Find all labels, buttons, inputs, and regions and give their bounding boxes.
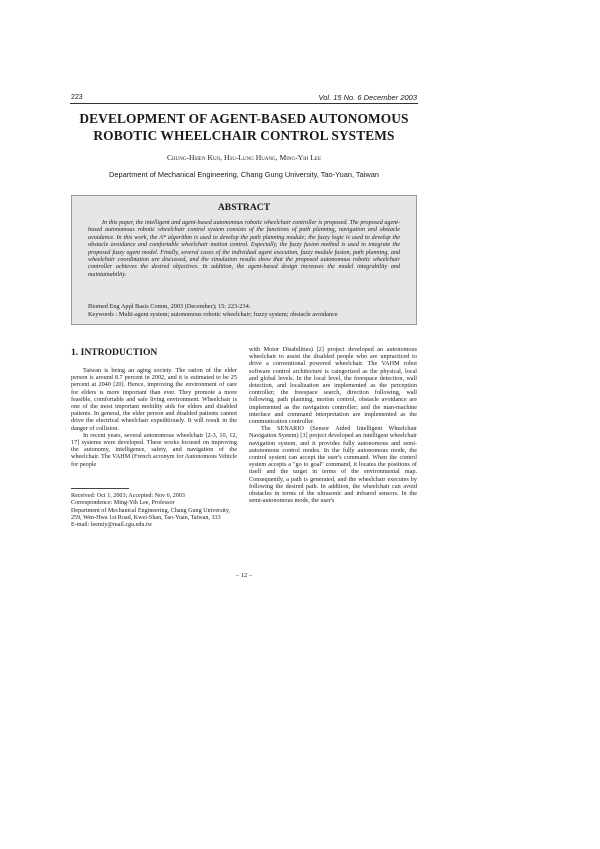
intro-paragraph-3: The SENARIO (Sensor Aided Intelligent Wheelchair Navigation System) [3] project developed an intelligent wheelchair navigation system, and it provides fully autonomous and semi-autonomous control modes. In the fully autonomous mode, the control system can accept the user's command. When the control system accepts a "go to goal" command, it locates the positions of itself and the target in terms of the environmental map. Consequently, a path is generated, and the wheelchair executes by following the desired path. In addition, the wheelchair can avoid obstacles in terms of the ultrasonic and infrared sensors. In the semi-autonomous mode, the user's [249,425,417,505]
footnote-correspondence: Correspondence: Ming-Yih Lee, Professor [71,500,175,507]
keywords: Keywords : Multi-agent system; autonomous robotic wheelchair; fuzzy system; obstacle avoidance [88,311,338,318]
footnote-rule [71,488,129,489]
citation: Biomed Eng Appl Basis Comm, 2003 (December); 15: 223-234. [88,303,251,310]
intro-continuation: with Motor Disabilities) [2] project developed an autonomous wheelchair to assist the disabled people who are unpracticed to drive a conventional powered wheelchair. The VAHM robot software control architecture is categorized as the physical, local and global levels. In the local level, the freespace detection, wall detection, and localization are implemented as the perception controller; the freespace search, direction following, wall following, path planning, motion control, obstacle avoidance are implemented as the navigation controller; and the man-machine interface and command interpretation are implemented as the communication controller. [249,346,417,426]
section-heading-introduction: 1. INTRODUCTION [71,347,158,358]
footnote-email: E-mail: leemiy@mail.cgu.edu.tw [71,522,153,529]
abstract-text: In this paper, the intelligent and agent-based autonomous robotic wheelchair controller is proposed. The proposed agent-based autonomous robotic wheelchair control system consists of the functions of path planning, navigation and obstacle avoidance. In this work, the A* algorithm is used to develop the path planning module; the fuzzy logic is used to develop the obstacle avoidance and comfortable wheelchair motion control. Especially, the fuzzy fusion method is used to integrate the proposed fuzzy agent model. Finally, several cases of the individual agent execution, fuzzy module fusion, path planning, and wheelchair coordination are discussed, and the simulation results show that the proposed autonomous robotic wheelchair controller achieves the desired objectives. In addition, the agent-based design increases the model integrability and maintainability. [88,220,400,278]
paper-title [70,110,418,144]
journal-issue: Vol. 15 No. 6 December 2003 [318,93,417,102]
abstract-heading: ABSTRACT [217,202,271,213]
footnote-received: Received: Oct 1, 2003; Accepted: Nov 6, 2003 [71,493,185,499]
page-footer: – 12 – [235,572,253,579]
title-line-1: DEVELOPMENT OF AGENT-BASED AUTONOMOUS [79,111,409,126]
affiliation: Department of Mechanical Engineering, Chang Gung University, Tao-Yuan, Taiwan [109,170,379,179]
page-number: 223 [71,94,83,101]
author-list: Chung-Hsien Kuo, Hsu-Lung Huang, Ming-Yih Lee [166,153,322,162]
intro-paragraph-1: Taiwan is being an aging society. The ration of the elder person is around 8.7 percent in 2002, and it is estimated to be 25 percent at 2040 [20]. Hence, improving the environment of care for elders is more important than ever. They promote a more feasible, comfortable and safe living environment. Wheelchair is one of the most important mobility aids for elders and disabled patients. In general, the elder person and disabled patients cannot drive the electrical wheelchair expeditiously. It will result in the danger of collision. [71,367,237,432]
footnote-address: Department of Mechanical Engineering, Chang Gung University, 259, Wen-Hwa 1st Road, Kwei-Shan, Tao-Yuan, Taiwan, 333 [71,507,231,521]
citation-block [88,303,400,319]
intro-paragraph-2: In recent years, several autonomous wheelchair [2-3, 10, 12, 17] systems were developed. These works focused on improving the autonomy, intelligence, safety, and navigation of the wheelchair. The VAHM (French acronym for Autonomous Vehicle for people [71,431,237,468]
header-rule [70,103,418,104]
title-line-2: ROBOTIC WHEELCHAIR CONTROL SYSTEMS [93,128,395,143]
right-column [249,346,417,504]
left-column [71,367,237,468]
footnote [71,493,237,529]
